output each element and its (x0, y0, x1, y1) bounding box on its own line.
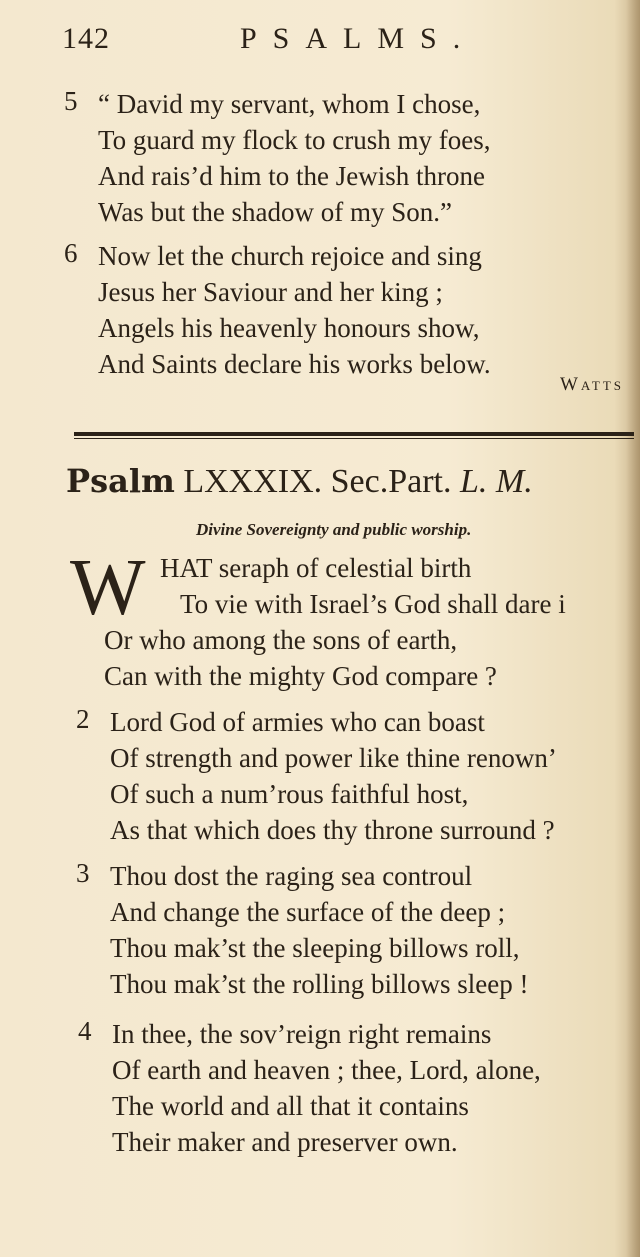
stanza-5 (64, 86, 634, 230)
stanza-number: 2 (76, 704, 90, 734)
verse-line: Angels his heavenly honours show, (98, 313, 480, 343)
verse-line: In thee, the sov’reign right remains (112, 1019, 492, 1049)
verse-line: To guard my flock to crush my foes, (98, 125, 491, 155)
verse-line: As that which does thy throne surround ? (110, 815, 555, 845)
verse-line: Thou dost the raging sea controul (110, 861, 473, 891)
verse-line: And rais’d him to the Jewish throne (98, 161, 485, 191)
stanza-number: 6 (64, 238, 78, 268)
drop-cap: W (70, 544, 146, 632)
verse-line: Was but the shadow of my Son.” (98, 197, 453, 227)
stanza-3 (76, 858, 640, 1002)
psalm-title-number: LXXXIX. (183, 463, 323, 500)
verse-line: Of earth and heaven ; thee, Lord, alone, (112, 1055, 541, 1085)
verse-line: HAT seraph of celestial birth (160, 553, 472, 583)
page-header (62, 22, 622, 62)
author-attribution: Watts (560, 374, 624, 395)
verse-line: Of such a num’rous faithful host, (110, 779, 469, 809)
verse-line: Or who among the sons of earth, (104, 625, 458, 655)
section-divider-thin (74, 438, 634, 439)
verse-line: Jesus her Saviour and her king ; (98, 277, 443, 307)
verse-line: To vie with Israel’s God shall dare i (180, 589, 566, 619)
psalm-subtitle: Divine Sovereignty and public worship. (196, 520, 472, 539)
verse-line: Their maker and preserver own. (112, 1127, 458, 1157)
verse-line: The world and all that it contains (112, 1091, 469, 1121)
stanza-1 (64, 544, 640, 694)
verse-line: Lord God of armies who can boast (110, 707, 485, 737)
psalm-title-part: Sec.Part. (330, 463, 452, 500)
verse-line: Thou mak’st the rolling billows sleep ! (110, 969, 529, 999)
running-title: PSALMS. (240, 22, 477, 55)
verse-line: And change the surface of the deep ; (110, 897, 506, 927)
stanza-6 (64, 238, 634, 382)
stanza-number: 5 (64, 86, 78, 116)
verse-line: Can with the mighty God compare ? (104, 661, 497, 691)
verse-line: Of strength and power like thine renown’ (110, 743, 557, 773)
page-number: 142 (62, 22, 110, 55)
verse-line: And Saints declare his works below. (98, 349, 491, 379)
verse-line: Thou mak’st the sleeping billows roll, (110, 933, 520, 963)
psalm-title-word: Psalm (66, 462, 175, 500)
verse-line: “ David my servant, whom I chose, (98, 89, 481, 119)
stanza-number: 3 (76, 858, 90, 888)
stanza-4 (78, 1016, 640, 1160)
stanza-number: 4 (78, 1016, 92, 1046)
stanza-2 (76, 704, 640, 848)
section-divider (74, 432, 634, 436)
psalm-title-meter: L. M. (460, 463, 533, 500)
verse-line: Now let the church rejoice and sing (98, 241, 482, 271)
psalm-title (66, 462, 640, 501)
